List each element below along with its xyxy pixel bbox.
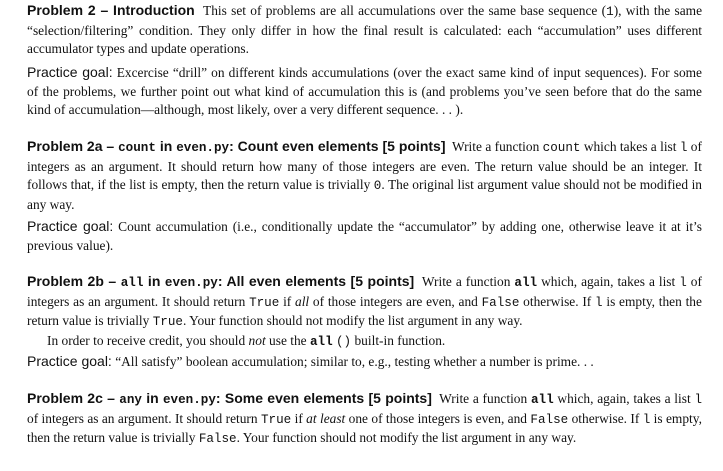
problem-2a-practice-goal [27,217,702,255]
problem-2-intro [27,1,702,59]
text: Write a function [439,391,528,406]
text: Count accumulation (i.e., conditionally update the “accumulator” by adding one, otherwise leave it at it’s previous value). [27,219,702,253]
code: l [679,141,688,155]
text: if [294,410,303,426]
problem-2a-heading: Problem 2a – count in even.py: Count even elements [5 points] [27,138,446,155]
text: otherwise. If [523,293,592,309]
text: Excercise “drill” on different kinds accumulations (over the exact same kind of input sequences). For some of the problems, we further point out what kind of accumulation this is (and problems you’ve seen before that do the same kind of accumulation—although, most likely, over a very different sequence. . . ). [27,65,702,118]
text: of integers as an argument. It should return [27,410,258,426]
text: one of those integers is even, and [348,410,528,426]
code: () [336,334,352,349]
code: True [260,412,292,427]
code: False [481,295,520,310]
text: which, again, takes a list [557,391,691,406]
text: built-in function. [354,332,446,348]
text: In order to receive credit, you should [47,332,246,348]
problem-2c-heading: Problem 2c – any in even.py: Some even elements [5 points] [27,390,432,407]
text: is empty, then the return value is trivially [27,410,702,446]
problem-2b-practice-goal [27,352,702,372]
text: Write a function [421,274,511,289]
text: This set of problems are all accumulations over the same base sequence ( [203,3,607,18]
code: False [530,412,569,427]
practice-goal-label: Practice goal: [27,353,112,369]
code: all [530,393,554,407]
problem-2c [27,389,702,449]
text: . Your function should not modify the list argument in any way. [182,313,523,329]
problem-2a [27,137,702,214]
text: of integers as an argument. It should return how many of those integers are even. The return value should be an integer. It follows that, if the list is empty, then the return value is trivially [27,139,702,193]
code: count [542,141,581,155]
code: True [249,295,280,310]
practice-goal-label: Practice goal: [27,218,114,234]
practice-goal-label: Practice goal: [27,64,113,80]
code: all [309,334,333,349]
text: is empty, then the return value is trivially [27,293,702,329]
text: otherwise. If [571,410,640,426]
code: l [694,393,702,407]
code: True [152,315,183,330]
problem-2b [27,272,702,351]
code: 0 [373,179,382,194]
text: of those integers are even, and [312,293,478,309]
emphasis: not [248,332,266,348]
code: all [514,276,538,290]
text: use the [269,332,307,348]
text: . The original list argument value should not be modified in any way. [27,177,702,212]
text: which takes a list [583,139,677,154]
text: which, again, takes a list [541,274,676,289]
emphasis: all [295,293,310,309]
problem-2b-heading: Problem 2b – all in even.py: All even elements [5 points] [27,273,415,290]
problem-2-practice-goal [27,63,702,120]
text: “All satisfy” boolean accumulation; similar to, e.g., testing whether a number is prime. . . [115,354,594,369]
code: l [595,295,603,310]
code: l [642,412,651,427]
emphasis: at least [306,410,346,426]
text: . Your function should not modify the list argument in any way. [236,430,577,446]
code: False [198,432,237,447]
code: l [679,276,687,290]
text: ), with the same “selection/filtering” condition. They only differ in how the final result is calculated: each “accumulation” uses different accumulator types and update operations. [27,3,703,57]
text: Write a function [452,139,540,154]
problem-2-heading: Problem 2 – Introduction [27,2,195,18]
text: of integers as an argument. It should return [27,274,702,309]
code: 1 [606,5,614,19]
text: if [283,293,292,309]
